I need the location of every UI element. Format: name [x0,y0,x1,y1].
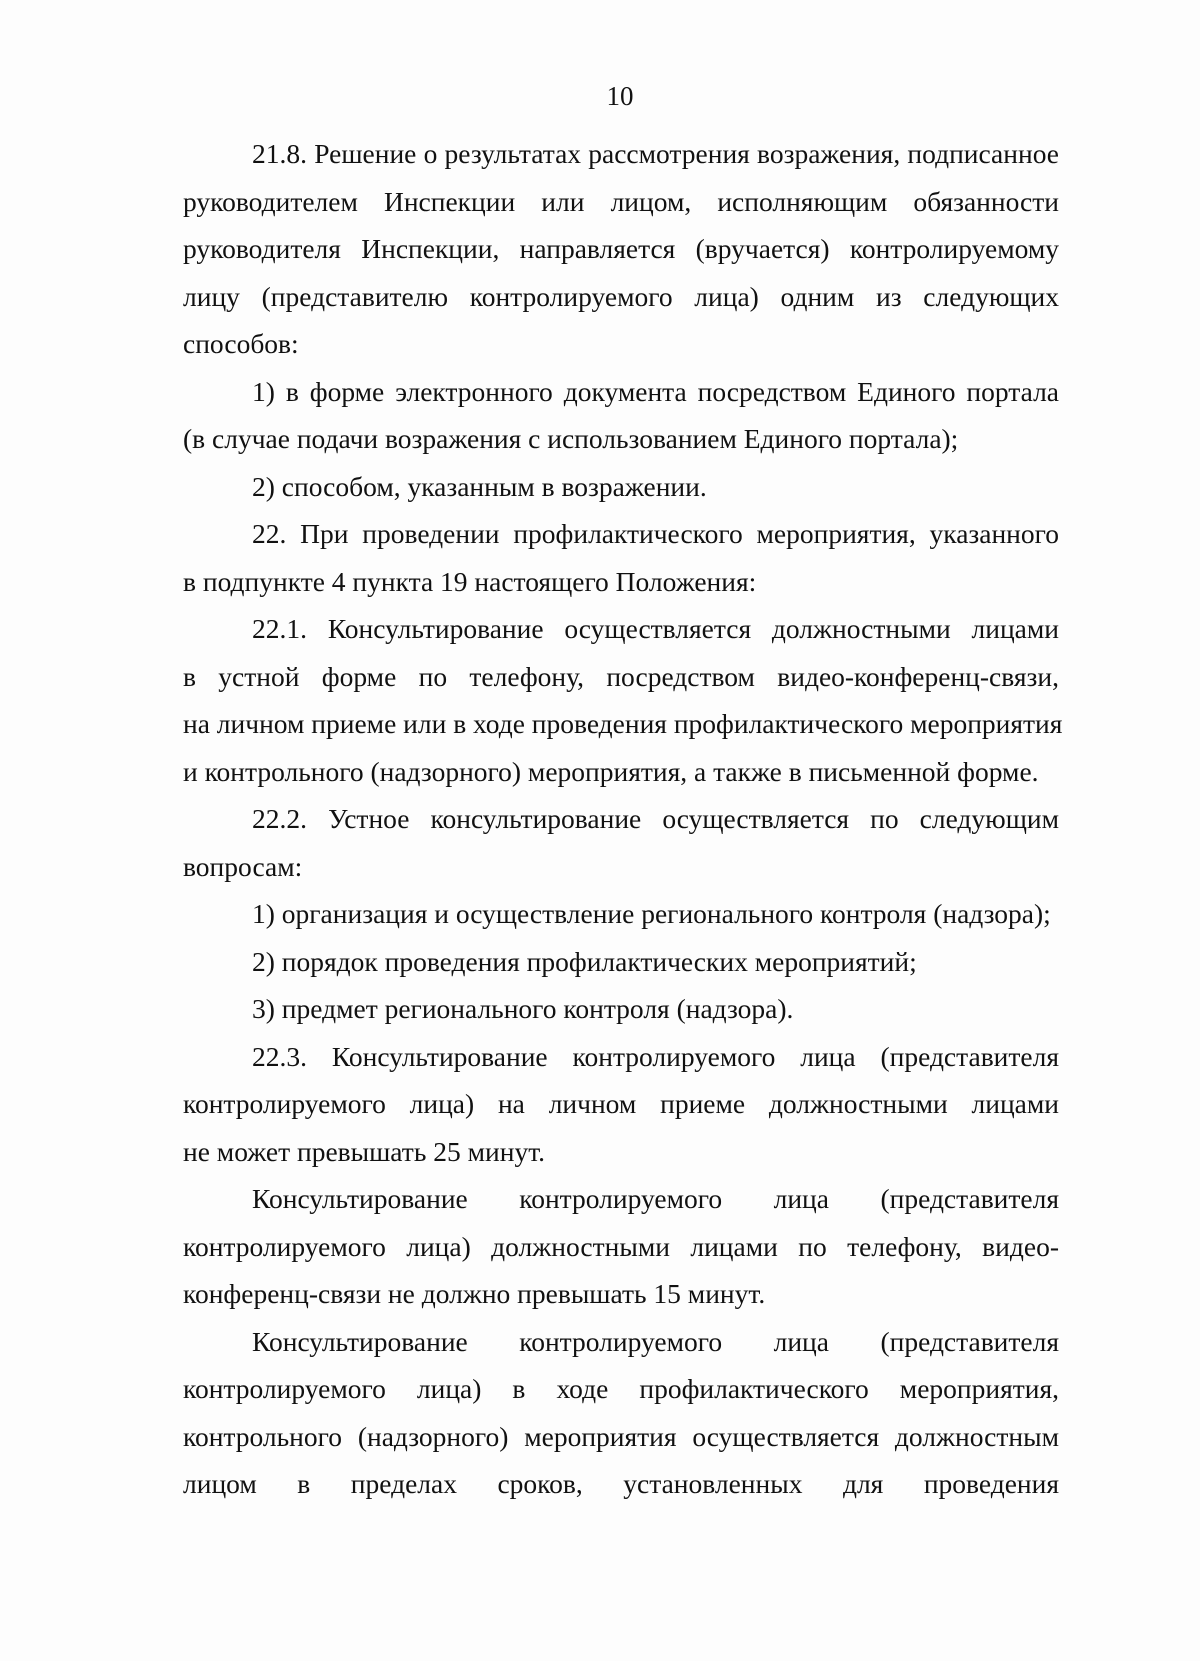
text-line: 2) способом, указанным в возражении. [252,470,707,502]
text-line: 1) в форме электронного документа посредством Единого портала [252,375,1059,407]
text-line: контролируемого лица) в ходе профилактического мероприятия, [183,1373,1059,1404]
text-line: на личном приеме или в ходе проведения профилактического мероприятия [183,708,1063,739]
text-line: контролируемого лица) должностными лицами по телефону, видео- [183,1230,1059,1262]
document-text [183,130,1063,1508]
text-line: и контрольного (надзорного) мероприятия, а также в письменной форме. [183,755,1039,787]
text-line: 22.2. Устное консультирование осуществляется по следующим [252,803,1059,834]
text-line: контролируемого лица) на личном приеме должностными лицами [183,1088,1059,1119]
text-line: не может превышать 25 минут. [183,1135,546,1167]
text-line: Консультирование контролируемого лица (представителя [252,1183,1059,1214]
text-line: 22.1. Консультирование осуществляется должностными лицами [252,613,1059,644]
text-line: Консультирование контролируемого лица (представителя [252,1325,1059,1357]
text-line: способов: [183,328,299,359]
text-line: 2) порядок проведения профилактических мероприятий; [252,945,917,977]
text-line: руководителя Инспекции, направляется (вручается) контролируемому [183,233,1059,264]
text-line: лицу (представителю контролируемого лица) одним из следующих [183,280,1059,312]
text-line: в подпункте 4 пункта 19 настоящего Положения: [183,565,757,597]
text-line: лицом в пределах сроков, установленных для проведения [183,1468,1059,1499]
text-line: вопросам: [183,850,303,882]
text-line: контрольного (надзорного) мероприятия осуществляется должностным [183,1420,1059,1452]
text-line: (в случае подачи возражения с использованием Единого портала); [183,423,959,454]
text-line: 1) организация и осуществление регионального контроля (надзора); [252,898,1051,929]
text-line: 21.8. Решение о результатах рассмотрения возражения, подписанное [252,138,1059,169]
text-line: конференц-связи не должно превышать 15 минут. [183,1278,766,1309]
text-line: 22.3. Консультирование контролируемого лица (представителя [252,1040,1059,1072]
page-number: 10 [606,81,634,111]
text-line: руководителем Инспекции или лицом, исполняющим обязанности [183,185,1059,217]
text-line: 3) предмет регионального контроля (надзора). [252,993,794,1024]
text-line: 22. При проведении профилактического мероприятия, указанного [252,518,1059,549]
text-line: в устной форме по телефону, посредством видео-конференц-связи, [183,660,1059,692]
